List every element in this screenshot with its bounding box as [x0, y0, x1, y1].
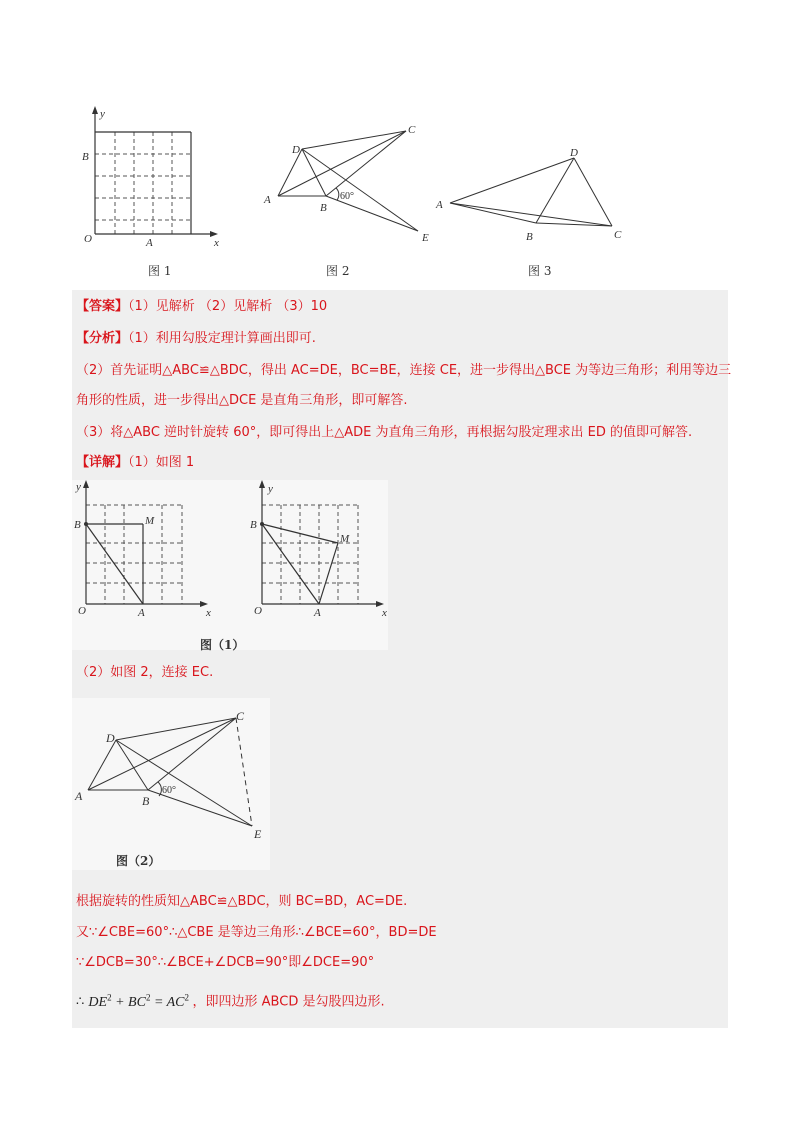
detail-rotation-line: 根据旋转的性质知△ABC≌△BDC，则 BC=BD，AC=DE.	[76, 894, 408, 909]
analysis-line-3: 角形的性质，进一步得出△DCE 是直角三角形，即可解答.	[76, 393, 408, 408]
point-d-label: D	[106, 731, 115, 745]
point-b-label: B	[320, 202, 327, 214]
formula-exponent-3: 2	[184, 992, 190, 1002]
point-b-label: B	[82, 151, 89, 163]
point-c-label: C	[614, 229, 622, 241]
detail-tag: 【详解】	[76, 455, 129, 470]
point-b-label: B	[74, 519, 81, 531]
detail-intro: （1）如图 1	[128, 455, 195, 470]
detail-formula-line	[76, 988, 385, 1012]
point-a-label: A	[436, 199, 443, 211]
answer-text: （1）见解析 （2）见解析 （3）10	[128, 299, 328, 314]
point-a-label: A	[138, 607, 145, 619]
point-a-label: A	[75, 789, 83, 803]
axis-y-label: y	[268, 483, 273, 495]
origin-label: O	[84, 233, 92, 245]
formula-equals-ac: = AC	[150, 994, 185, 1010]
analysis-tag: 【分析】	[76, 331, 129, 346]
pythagorean-formula	[88, 992, 192, 1010]
axis-x-label: x	[206, 607, 211, 619]
point-b-label: B	[142, 794, 150, 808]
point-m-label: M	[340, 533, 350, 545]
figure-3-diagram	[430, 140, 630, 250]
point-c-label: C	[408, 124, 416, 136]
point-a-label: A	[264, 194, 271, 206]
origin-label: O	[254, 605, 262, 617]
detail-figure-2	[72, 698, 270, 848]
angle-label: 60°	[162, 785, 176, 796]
axis-y-label: y	[76, 481, 81, 493]
point-a-label: A	[146, 237, 153, 249]
origin-label: O	[78, 605, 86, 617]
point-m-label: M	[145, 515, 155, 527]
detail-equilateral-line: 又∵∠CBE=60°∴△CBE 是等边三角形∴∠BCE=60°，BD=DE	[76, 925, 437, 940]
point-b-label: B	[250, 519, 257, 531]
angle-label: 60°	[340, 191, 354, 202]
answer-line	[76, 298, 327, 316]
point-d-label: D	[570, 147, 578, 159]
figure-2-diagram	[258, 118, 438, 248]
detail-figure-1b	[248, 480, 393, 630]
point-d-label: D	[292, 144, 300, 156]
conclusion-text: ，即四边形 ABCD 是勾股四边形.	[192, 994, 385, 1010]
detail-figure-1a	[72, 480, 222, 630]
formula-exponent-2: 2	[145, 992, 151, 1002]
figure-1-grid	[76, 104, 226, 254]
formula-plus-bc: + BC	[111, 994, 146, 1010]
axis-x-label: x	[382, 607, 387, 619]
formula-de: DE	[88, 994, 108, 1010]
detail-right-angle-line: ∵∠DCB=30°∴∠BCE+∠DCB=90°即∠DCE=90°	[76, 955, 375, 970]
point-e-label: E	[254, 827, 262, 841]
formula-exponent-1: 2	[107, 992, 112, 1002]
analysis-line-2: （2）首先证明△ABC≌△BDC，得出 AC=DE，BC=BE，连接 CE，进一步得出△BCE 为等边三角形；利用等边三	[76, 363, 732, 378]
detail-figure-1-caption: 图（1）	[200, 638, 245, 652]
detail-line-1	[76, 454, 194, 472]
point-c-label: C	[236, 709, 245, 723]
analysis-line-4: （3）将△ABC 逆时针旋转 60°，即可得出上△ADE 为直角三角形，再根据勾股定理求出 ED 的值即可解答.	[76, 425, 693, 440]
axis-x-label: x	[214, 237, 219, 249]
axis-y-label: y	[100, 108, 105, 120]
figure-2-caption: 图 2	[326, 264, 350, 278]
figure-3-caption: 图 3	[528, 264, 552, 278]
detail-part-2: （2）如图 2，连接 EC.	[76, 665, 214, 680]
point-b-label: B	[526, 231, 533, 243]
analysis-line-1	[76, 330, 316, 348]
answer-tag: 【答案】	[76, 299, 129, 314]
point-e-label: E	[422, 232, 429, 244]
analysis-text-1: （1）利用勾股定理计算画出即可.	[128, 331, 316, 346]
therefore-symbol: ∴	[76, 994, 85, 1010]
figure-1-caption: 图 1	[148, 264, 172, 278]
detail-figure-2-caption: 图（2）	[116, 854, 161, 868]
point-a-label: A	[314, 607, 321, 619]
